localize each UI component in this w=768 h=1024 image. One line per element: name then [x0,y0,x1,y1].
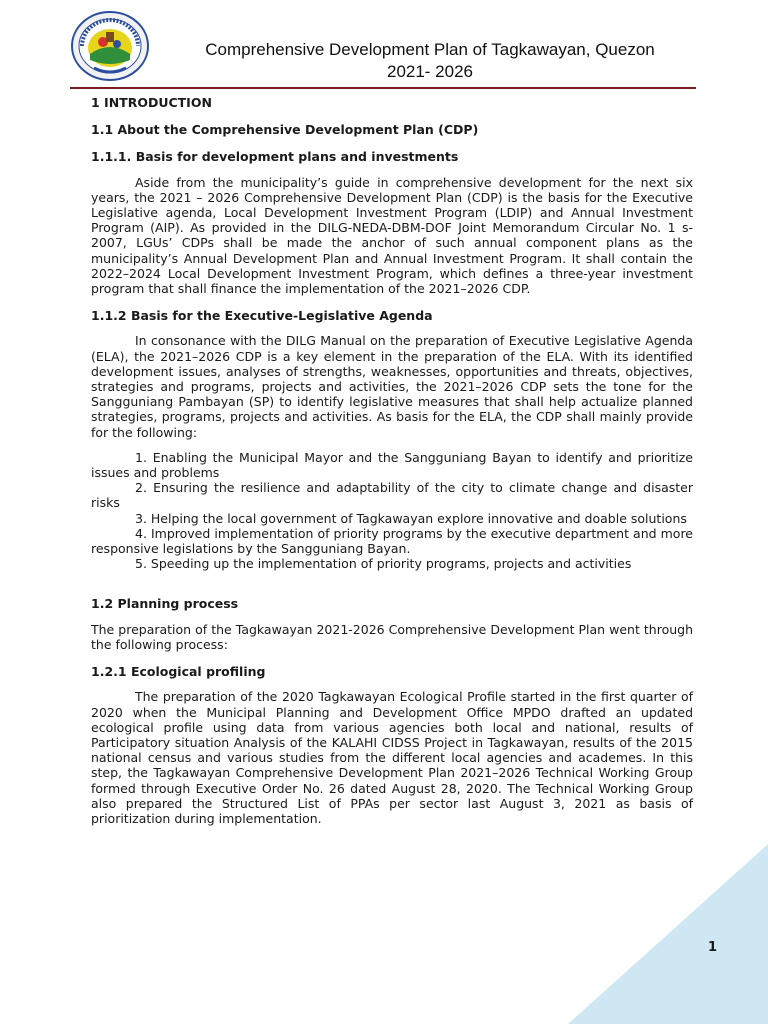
header-divider [70,87,696,89]
heading-ecological-profiling: 1.2.1 Ecological profiling [91,664,266,680]
document-title: Comprehensive Development Plan of Tagkawayan, Quezon [205,40,655,59]
ela-provisions-list [91,450,693,572]
heading-introduction: 1 INTRODUCTION [91,95,212,110]
list-item: 5. Speeding up the implementation of priority programs, projects and activities [135,556,632,572]
paragraph-basis-plans: Aside from the municipality’s guide in comprehensive development for the next six years, the 2021 – 2026 Comprehensive Development Plan (CDP) is the basis for the Executive Legislative agenda, Local Development Investment Program (LDIP) and Annual Investment Program (AIP). As provided in the DILG-NEDA-DBM-DOF Joint Memorandum Circular No. 1 s-2007, LGUs’ CDPs shall be made the anchor of such annual component plans as the municipality’s Annual Development Plan and Annual Investment Program. It shall contain the 2022–2024 Local Development Investment Program, which defines a three-year investment program that shall finance the implementation of the 2021–2026 CDP. [91,174,693,297]
heading-basis-ela: 1.1.2 Basis for the Executive-Legislative Agenda [91,308,433,324]
list-item: 2. Ensuring the resilience and adaptability of the city to climate change and disaster risks [91,480,693,511]
municipal-seal-logo [70,10,150,82]
page-number: 1 [708,940,718,955]
list-item: 1. Enabling the Municipal Mayor and the Sangguniang Bayan to identify and prioritize issues and problems [91,449,693,481]
document-body [91,95,693,826]
paragraph-planning-process: The preparation of the Tagkawayan 2021-2026 Comprehensive Development Plan went through the following process: [91,621,693,652]
heading-about-cdp: 1.1 About the Comprehensive Development Plan (CDP) [91,122,479,138]
list-item: 4. Improved implementation of priority programs by the executive department and more responsive legislations by the Sangguniang Bayan. [91,525,693,557]
paragraph-ecological-profiling: The preparation of the 2020 Tagkawayan Ecological Profile started in the first quarter of 2020 when the Municipal Planning and Development Office MPDO drafted an updated ecological profile using data from various agencies both local and national, results of Participatory situation Analysis of the KALAHI CIDSS Project in Tagkawayan, results of the 2015 national census and various studies from the different local agencies and academes. In this step, the Tagkawayan Comprehensive Development Plan 2021–2026 Technical Working Group formed through Executive Order No. 26 dated August 28, 2020. The Technical Working Group also prepared the Structured List of PPAs per sector last August 3, 2021 as basis of prioritization during implementation. [91,689,693,826]
heading-planning-process: 1.2 Planning process [91,596,239,612]
list-item: 3. Helping the local government of Tagkawayan explore innovative and doable solutions [135,510,687,526]
corner-decoration [508,844,768,1024]
document-title-years: 2021- 2026 [386,62,474,81]
heading-basis-plans: 1.1.1. Basis for development plans and investments [91,149,459,165]
paragraph-basis-ela: In consonance with the DILG Manual on the preparation of Executive Legislative Agenda (ELA), the 2021–2026 CDP is a key element in the preparation of the ELA. With its identified development issues, analyses of strengths, weaknesses, opportunities and threats, objectives, strategies and programs, projects and activities, the 2021–2026 CDP sets the tone for the Sangguniang Pambayan (SP) to identify legislative measures that shall help actualize planned strategies, programs, projects and activities. As basis for the ELA, the CDP shall mainly provide for the following: [91,333,693,440]
